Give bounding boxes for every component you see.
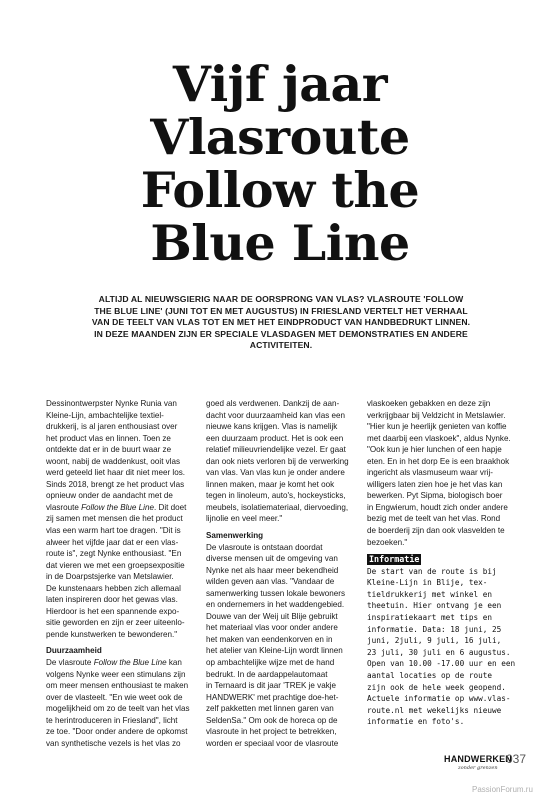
body-line: volgens Nynke weer een stimulans zijn <box>46 669 186 679</box>
intro-line: ACTIVITEITEN. <box>249 340 313 351</box>
body-line: ontdekte dat er in de buurt waar ze <box>46 445 172 455</box>
body-line: in de Doarpstsjerke van Metslawier. <box>46 572 174 582</box>
body-line: vlaskoeken gebakken en deze zijn <box>367 399 491 408</box>
body-line: De start van de route is bij <box>367 566 497 576</box>
body-line: HANDWERK' met prachtige doe-het- <box>206 692 339 702</box>
body-line: pende kunstwerken te bewonderen." <box>46 629 178 639</box>
body-line: en ondernemers in het waddengebied. <box>206 600 345 610</box>
body-line: De vlasroute is ontstaan doordat <box>206 542 323 552</box>
body-line: laten inspireren door het gewas vlas. <box>46 595 178 605</box>
body-line: in Engwierum, houdt zich onder andere <box>367 502 508 512</box>
body-line: Nynke net als haar meer bekendheid <box>206 565 339 575</box>
body-line: theetuin. Hier ontvang je een <box>367 601 502 611</box>
body-line: met daarbij een vlaskoek", aldus Nynke. <box>367 433 511 443</box>
body-line: Hierdoor is het een spannende expo- <box>46 606 180 616</box>
body-line: "Ook kun je hier lunchen of een hapje <box>367 445 502 455</box>
column-3 <box>367 398 516 728</box>
info-box <box>367 566 516 728</box>
body-line: diverse mensen uit de omgeving van <box>206 554 338 564</box>
body-line: drukkerij, is al jaren enthousiast over <box>46 422 178 432</box>
body-line: tieldrukkerij met winkel en <box>367 589 492 599</box>
body-line: bewerken. Pyt Sipma, biologisch boer <box>367 491 503 501</box>
body-line: linnen maken, maar je komt het ook <box>206 479 335 489</box>
subheading-samenwerking: Samenwerking <box>206 531 264 541</box>
body-line: het product vlas en linnen. Toen ze <box>46 433 171 443</box>
body-line: vlasroute in het project te betrekken, <box>206 727 337 737</box>
body-line: verkrijgbaar bij Veldzicht in Metslawier. <box>367 410 506 420</box>
body-line: te herintroduceren in Friesland", licht <box>46 715 178 725</box>
body-line: eten. En in het dorp Ee is een braakhok <box>367 456 510 466</box>
intro-line: THE BLUE LINE' (JUNI TOT EN MET AUGUSTUS) IN FRIESLAND VERTELT HET VERHAAL <box>94 305 468 316</box>
subheading-duurzaamheid: Duurzaamheid <box>46 646 102 656</box>
body-line: Douwe van der Weij uit Blije gebruikt <box>206 611 338 621</box>
body-line: werd geteeld liet haar dit niet meer los. <box>46 468 186 478</box>
body-line: bezig met de teelt van het vlas. Rond <box>367 514 501 524</box>
body-line: worden er speciaal voor de vlasroute <box>206 738 339 748</box>
intro-paragraph <box>72 294 490 352</box>
body-line: route is", zegt Nynke enthousiast. "En <box>46 549 182 559</box>
info-heading: Informatie <box>369 554 420 565</box>
body-line: meubels, isolatiemateriaal, diervoeding, <box>206 502 349 512</box>
column-2 <box>206 398 349 749</box>
intro-line: VAN DE TEELT VAN VLAS TOT EN MET HET EINDPRODUCT VAN HANDBEDRUKT LINNEN. <box>91 317 471 328</box>
body-line: nieuwe kans krijgen. Vlas is namelijk <box>206 422 338 432</box>
title-line: Vlasroute <box>150 108 410 166</box>
title-line: Blue Line <box>150 214 410 272</box>
body-line: bedrukt. In de aardappelautomaat <box>206 669 328 679</box>
title-line: Follow the <box>140 161 420 219</box>
body-line: mogelijkheid om zo de teelt van het vlas <box>46 704 190 714</box>
body-line: opnieuw onder de aandacht met de <box>46 491 173 501</box>
page-footer <box>444 752 527 780</box>
body-line: het maken van eendenkorven en in <box>206 634 333 644</box>
body-line: sitie geworden en zijn er zeer uiteenlo- <box>46 618 185 628</box>
body-line: willigers laten zien hoe je het vlas kan <box>367 479 503 489</box>
body-line: dan ook niets verloren bij de verwerking <box>206 456 349 466</box>
body-line: De kunstenaars hebben zich allemaal <box>46 583 181 593</box>
body-line: "Hier kun je heerlijk genieten van koffie <box>367 422 507 432</box>
watermark: PassionForum.ru <box>472 785 533 794</box>
body-line: Sinds 2018, brengt ze het product vlas <box>46 479 185 489</box>
body-line: Actuele informatie op www.vlas- <box>367 694 511 704</box>
body-line: dat vieren we met een groepsexpositie <box>46 560 185 570</box>
body-line: dacht voor duurzaamheid kan vlas een <box>206 410 346 420</box>
title-line: Vijf jaar <box>172 55 388 113</box>
body-line: woont, nabij de waddenkust, ooit vlas <box>46 456 181 466</box>
body-line: aantal locaties op de route <box>367 671 492 680</box>
body-line: Dessinontwerpster Nynke Runia van <box>46 399 177 408</box>
body-line: De vlasroute Follow the Blue Line kan <box>46 658 182 668</box>
body-line: een duurzaam product. Het is ook een <box>206 433 344 443</box>
body-line: ingericht als vlasmuseum waar vrij- <box>367 468 493 478</box>
body-line: de boerderij zijn dan ook vlasvelden te <box>367 526 505 536</box>
body-line: vlasroute Follow the Blue Line. Dit doet <box>46 502 187 512</box>
body-line: wilden geven aan vlas. "Vandaar de <box>206 577 335 587</box>
body-line: Open van 10.00 -17.00 uur en een <box>367 659 516 669</box>
body-line: goed als verdwenen. Dankzij de aan- <box>206 399 340 408</box>
column-1 <box>46 398 190 749</box>
body-line: SeldenSa." Om ook de horeca op de <box>206 715 338 725</box>
body-line: vlas een warm hart toe dragen. "Dit is <box>46 526 181 536</box>
body-line: ze toe. "Door onder andere de opkomst <box>46 727 188 737</box>
body-line: Kleine-Lijn in Blije, tex- <box>367 578 488 588</box>
body-line: alweer het vijfde jaar dat er een vlas- <box>46 537 179 547</box>
body-line: samenwerking tussen lokale bewoners <box>206 588 346 598</box>
article-title <box>0 55 560 272</box>
body-line: om meer mensen enthousiast te maken <box>46 681 189 691</box>
body-line: van vlas. Van vlas kun je onder andere <box>206 468 345 478</box>
body-line: in Ternaard is dit jaar 'TREK je vakje <box>206 681 337 691</box>
magazine-logo: HANDWERKEN <box>444 754 512 764</box>
body-line: lijnolie en veel meer." <box>206 514 283 524</box>
body-line: relatief milieuvriendelijke vezel. Er gaat <box>206 445 346 455</box>
body-line: het atelier van Kleine-Lijn wordt linnen <box>206 646 343 656</box>
body-line: juni, 2juli, 9 juli, 16 juli, <box>367 636 502 646</box>
intro-line: ALTIJD AL NIEUWSGIERIG NAAR DE OORSPRONG VAN VLAS? VLASROUTE 'FOLLOW <box>98 294 464 304</box>
intro-line: IN DEZE MAANDEN ZIJN ER SPECIALE VLASDAGEN MET DEMONSTRATIES EN ANDERE <box>94 328 468 339</box>
body-line: op ambachtelijke wijze met de hand <box>206 658 335 668</box>
body-line: 23 juli, 30 juli en 6 augustus. <box>367 647 511 657</box>
magazine-tagline: zonder grenzen <box>458 765 498 771</box>
body-line: Kleine-Lijn, ambachtelijke textiel- <box>46 410 164 420</box>
body-line: van synthetische vezels is het vlas zo <box>46 738 181 748</box>
body-line: informatie en foto's. <box>367 717 465 727</box>
body-line: over de vlasteelt. "En wie weet ook de <box>46 692 183 702</box>
body-line: zelf pakketten met linnen garen van <box>206 704 334 714</box>
body-line: inspiratiekaart met tips en <box>367 613 492 623</box>
page-number: 037 <box>506 752 527 766</box>
body-line: bezoeken." <box>367 537 408 547</box>
body-line: zijn ook de hele week geopend. <box>367 682 506 692</box>
body-line: tegen in linoleum, auto's, hockeysticks, <box>206 491 346 501</box>
body-line: informatie. Data: 18 juni, 25 <box>367 624 502 634</box>
body-line: route.nl met wekelijks nieuwe <box>367 705 502 715</box>
body-line: zij samen met mensen die het product <box>46 514 183 524</box>
body-line: het materiaal vlas voor onder andere <box>206 623 338 633</box>
